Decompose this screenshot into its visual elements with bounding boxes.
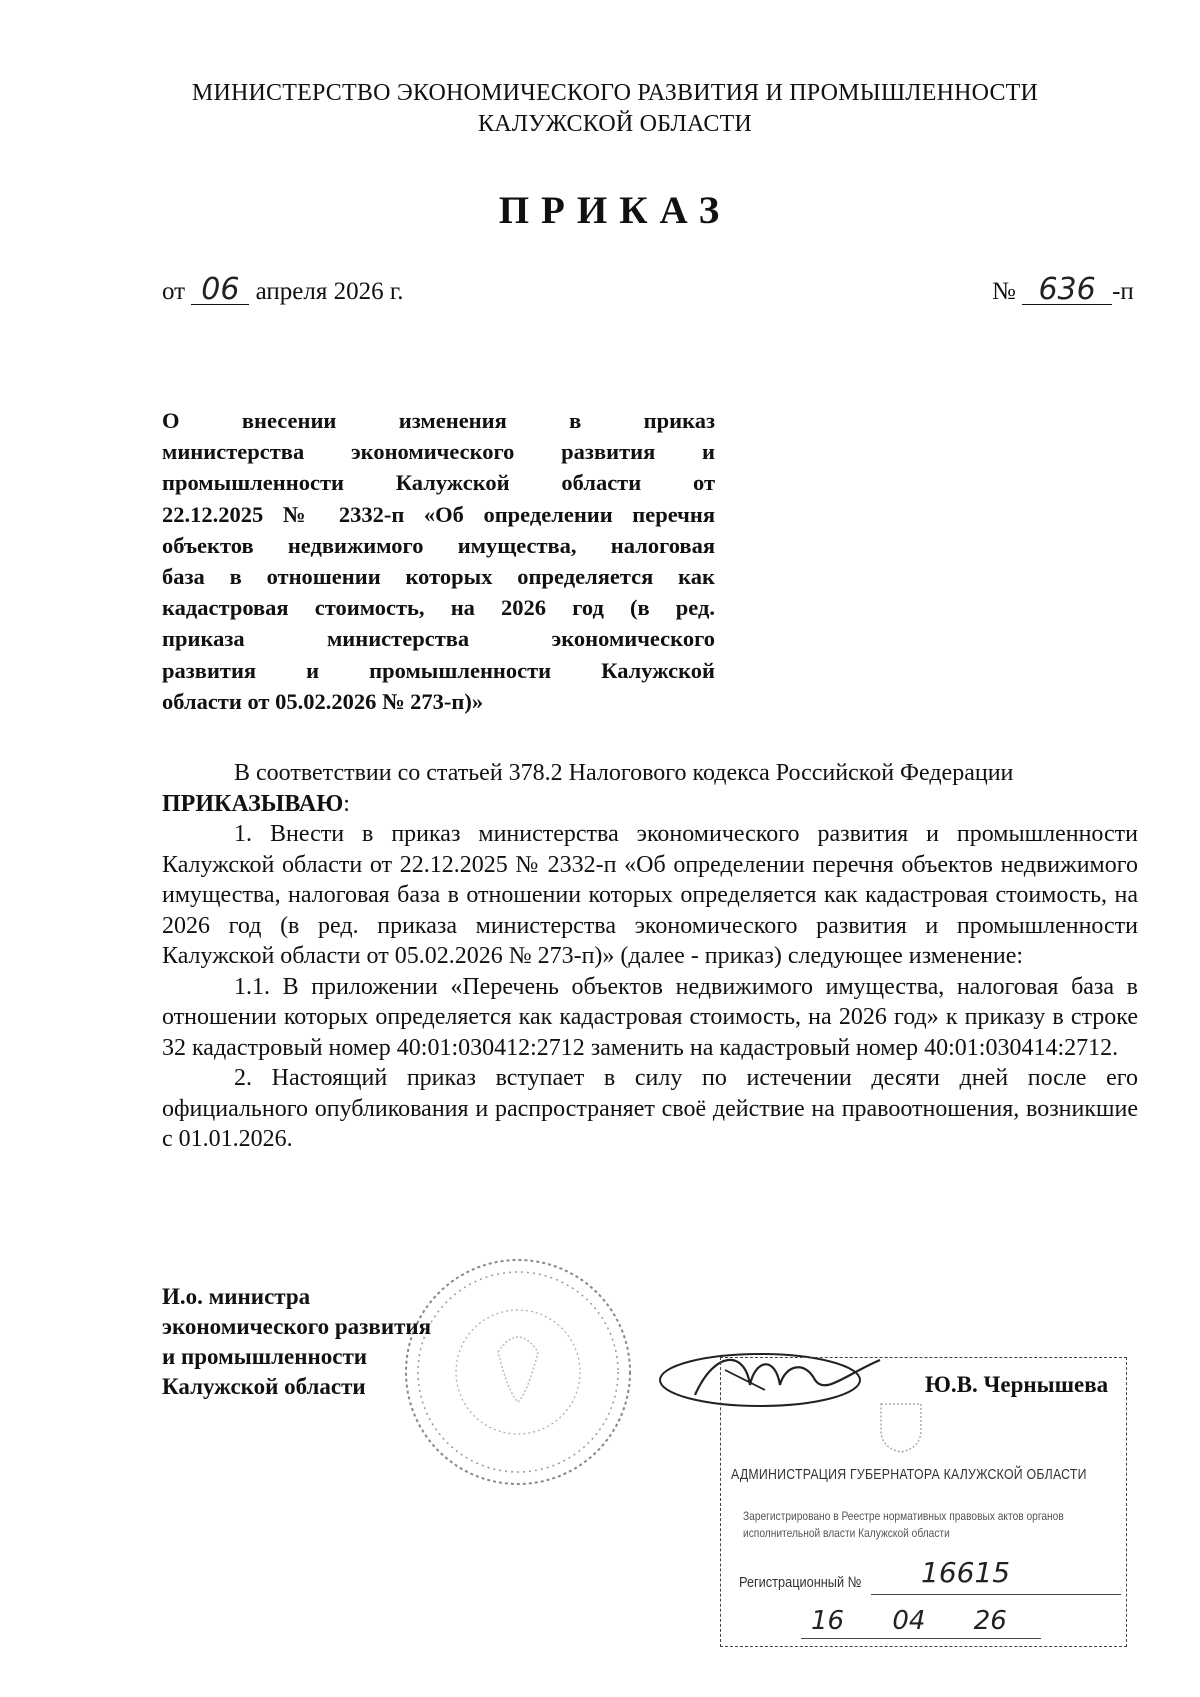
coat-of-arms-icon <box>871 1398 931 1454</box>
order-colon: : <box>343 790 350 817</box>
subject-line: О внесении изменения в приказ <box>162 408 715 433</box>
signer-position-line1: И.о. министра <box>162 1284 311 1309</box>
order-date <box>162 272 404 307</box>
subject-line: база в отношении которых определяется как <box>162 563 715 589</box>
signer-name: Ю.В. Чернышева <box>925 1372 1109 1397</box>
paragraph-1: 1. Внести в приказ министерства экономического развития и промышленности Калужской области от 22.12.2025 № 2332-п «Об определении перечня объектов недвижимого имущества, налоговая база в отношении которых определяется как кадастровая стоимость, на 2026 год (в ред. приказа министерства экономического развития и промышленности Калужской области от 05.02.2026 № 273-п)» (далее - приказ) следующее изменение: <box>162 821 1138 969</box>
signer-position-line3: и промышленности <box>162 1344 368 1369</box>
signer-position-line2: экономического развития <box>162 1314 432 1339</box>
stamp-title: АДМИНИСТРАЦИЯ ГУБЕРНАТОРА КАЛУЖСКОЙ ОБЛАСТИ <box>731 1466 1087 1483</box>
date-day: 06 <box>191 276 249 305</box>
body-intro <box>162 758 1138 789</box>
date-prefix: от <box>162 278 186 305</box>
stamp-reg-label: Регистрационный № <box>739 1574 862 1591</box>
document-title: ПРИКАЗ <box>498 189 732 232</box>
ministry-header <box>150 78 1080 140</box>
number-prefix: № <box>992 278 1016 305</box>
stamp-text: Зарегистрировано в Реестре нормативных правовых актов органов исполнительной власти Калужской области <box>743 1509 1064 1540</box>
number-value: 636 <box>1022 276 1112 305</box>
signature-block <box>162 1282 431 1402</box>
subject-line: промышленности Калужской области от <box>162 470 715 496</box>
subject-line: объектов недвижимого имущества, налоговая <box>162 532 715 558</box>
order-number <box>992 272 1134 307</box>
order-word: ПРИКАЗЫВАЮ <box>162 790 344 817</box>
subject-line: приказа министерства экономического <box>162 626 715 652</box>
subject-line: 22.12.2025 № 2332-п «Об определении перечня <box>162 501 715 527</box>
stamp-date-underline <box>801 1638 1041 1639</box>
stamp-date: 16 04 26 <box>811 1606 1007 1636</box>
intro-text: В соответствии со статьей 378.2 Налогового кодекса Российской Федерации <box>234 760 1014 786</box>
ministry-header-line1: МИНИСТЕРСТВО ЭКОНОМИЧЕСКОГО РАЗВИТИЯ И ПРОМЫШЛЕННОСТИ <box>191 80 1039 106</box>
subject-line: кадастровая стоимость, на 2026 год (в ред. <box>162 595 715 621</box>
order-directive <box>162 789 1138 820</box>
official-seal-icon <box>398 1252 638 1492</box>
order-body <box>162 758 1138 1155</box>
registration-stamp <box>720 1357 1127 1647</box>
stamp-reg-number: 16615 <box>921 1556 1011 1589</box>
subject-line: области от 05.02.2026 № 273-п)» <box>162 688 484 714</box>
subject-line: министерства экономического развития и <box>162 439 715 465</box>
number-suffix: -п <box>1112 278 1134 305</box>
stamp-reg-underline <box>871 1594 1121 1595</box>
order-subject <box>162 405 715 717</box>
date-rest: апреля 2026 г. <box>255 278 404 305</box>
paragraph-1-1: 1.1. В приложении «Перечень объектов недвижимого имущества, налоговая база в отношении которых определяется как кадастровая стоимость, на 2026 год» к приказу в строке 32 кадастровый номер 40:01:030412:2712 заменить на кадастровый номер 40:01:030414:2712. <box>162 973 1138 1061</box>
ministry-header-line2: КАЛУЖСКОЙ ОБЛАСТИ <box>478 111 752 137</box>
paragraph-2: 2. Настоящий приказ вступает в силу по истечении десяти дней после его официального опубликования и распространяет своё действие на правоотношения, возникшие с 01.01.2026. <box>162 1065 1138 1152</box>
subject-line: развития и промышленности Калужской <box>162 657 715 683</box>
signer-position-line4: Калужской области <box>162 1374 366 1399</box>
